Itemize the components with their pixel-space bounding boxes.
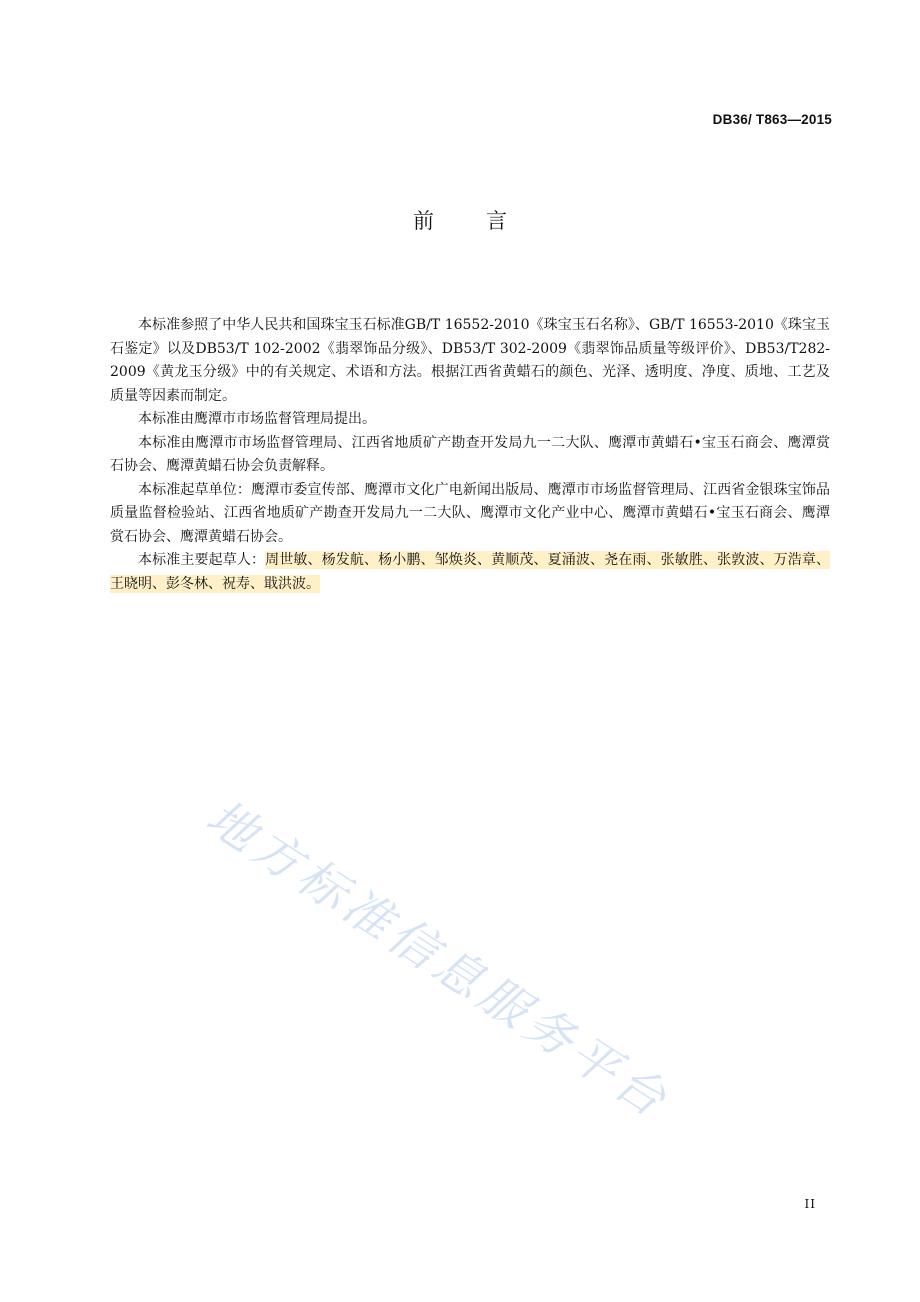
paragraph-drafters	[110, 549, 830, 596]
paragraph-references: 本标准参照了中华人民共和国珠宝玉石标准GB/T 16552-2010《珠宝玉石名称》、GB/T 16553-2010《珠宝玉石鉴定》以及DB53/T 102-2002《翡翠饰品分级》、DB53/T 302-2009《翡翠饰品质量等级评价》、DB53/T282-2009《黄龙玉分级》中的有关规定、术语和方法。根据江西省黄蜡石的颜色、光泽、透明度、净度、质地、工艺及质量等因素而制定。	[110, 317, 830, 404]
page-title: 前言	[413, 209, 559, 233]
document-body	[110, 314, 830, 596]
drafters-label: 本标准主要起草人：	[138, 552, 266, 568]
drafters-names-highlighted: 周世敏、杨发航、杨小鹏、邹焕炎、黄顺茂、夏涌波、尧在雨、张敏胜、张敦波、万浩章、王晓明、彭冬林、祝寿、戢洪波。	[110, 552, 830, 592]
standard-code: DB36/ T863—2015	[712, 112, 832, 127]
page-number: II	[804, 1197, 816, 1211]
paragraph-interpretation: 本标准由鹰潭市市场监督管理局、江西省地质矿产勘查开发局九一二大队、鹰潭市黄蜡石•宝玉石商会、鹰潭赏石协会、鹰潭黄蜡石协会负责解释。	[110, 434, 830, 474]
watermark: 地方标准信息服务平台	[196, 789, 680, 1131]
paragraph-drafting-units: 本标准起草单位：鹰潭市委宣传部、鹰潭市文化广电新闻出版局、鹰潭市市场监督管理局、江西省金银珠宝饰品质量监督检验站、江西省地质矿产勘查开发局九一二大队、鹰潭市文化产业中心、鹰潭市黄蜡石•宝玉石商会、鹰潭赏石协会、鹰潭黄蜡石协会。	[110, 481, 830, 545]
paragraph-proposer: 本标准由鹰潭市市场监督管理局提出。	[138, 411, 376, 427]
